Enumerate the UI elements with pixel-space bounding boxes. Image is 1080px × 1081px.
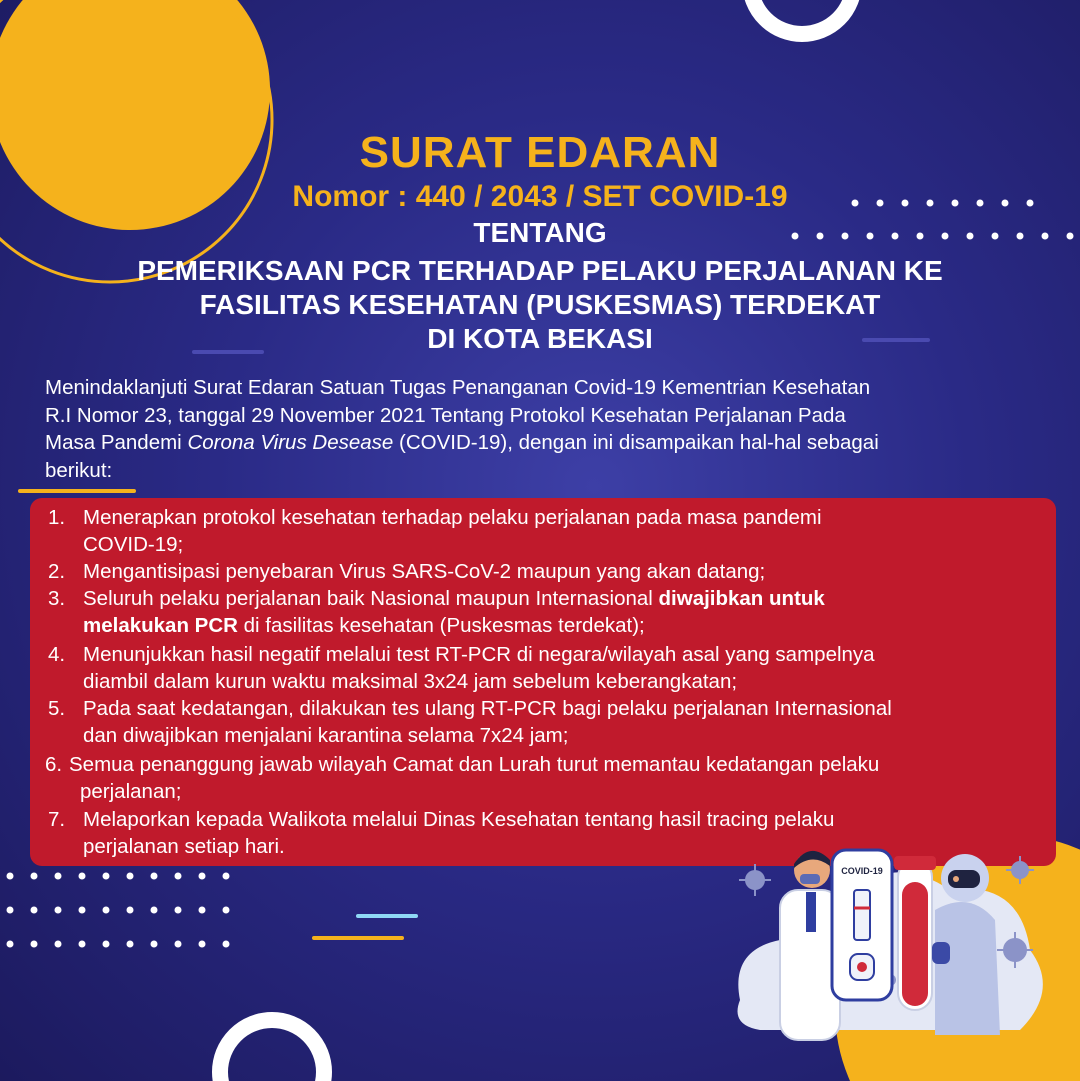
item-line: Menunjukkan hasil negatif melalui test RT-PCR di negara/wilayah asal yang sampelnya xyxy=(83,643,875,666)
item-line: diambil dalam kurun waktu maksimal 3x24 jam sebelum keberangkatan; xyxy=(83,670,738,693)
item-number: 3. xyxy=(48,587,66,610)
dot xyxy=(127,941,134,948)
item-number: 7. xyxy=(48,808,66,831)
item-number: 1. xyxy=(48,506,66,529)
item-text xyxy=(83,504,1063,558)
test-tube xyxy=(894,856,936,1010)
dot xyxy=(175,873,182,880)
dot xyxy=(103,873,110,880)
tentang-heading: TENTANG xyxy=(473,217,607,248)
subject-line: FASILITAS KESEHATAN (PUSKESMAS) TERDEKAT xyxy=(199,289,881,320)
item-line: COVID-19; xyxy=(83,533,184,556)
dot xyxy=(79,941,86,948)
dot xyxy=(79,907,86,914)
intro-line xyxy=(45,429,1035,457)
dot xyxy=(7,873,14,880)
item-bold-text: diwajibkan untuk xyxy=(658,587,825,610)
document-number: Nomor : 440 / 2043 / SET COVID-19 xyxy=(292,180,788,213)
item-number: 5. xyxy=(48,697,66,720)
dash-decoration xyxy=(356,914,418,918)
dot-grid-decoration-left xyxy=(7,873,230,948)
dot xyxy=(127,873,134,880)
dot xyxy=(103,907,110,914)
item-text xyxy=(69,751,1069,778)
dot xyxy=(151,941,158,948)
subject-line: DI KOTA BEKASI xyxy=(427,323,653,354)
hazmat-worker-figure xyxy=(932,854,1000,1035)
item-text-part: Seluruh pelaku perjalanan baik Nasional maupun Internasional xyxy=(83,587,659,610)
intro-line: Menindaklanjuti Surat Edaran Satuan Tugas Penanganan Covid-19 Kementrian Kesehatan xyxy=(45,376,871,399)
dot xyxy=(31,941,38,948)
item-number: 4. xyxy=(48,643,66,666)
dot xyxy=(199,907,206,914)
subject-heading xyxy=(0,254,1080,356)
intro-paragraph xyxy=(45,374,1035,484)
dot xyxy=(175,941,182,948)
dot xyxy=(223,907,230,914)
page-title: SURAT EDARAN xyxy=(359,128,721,177)
dot xyxy=(151,907,158,914)
dot xyxy=(199,941,206,948)
intro-line: berikut: xyxy=(45,458,113,482)
dot xyxy=(199,873,206,880)
dot xyxy=(7,907,14,914)
dash-decoration xyxy=(312,936,404,940)
test-kit-label: COVID-19 xyxy=(841,866,883,876)
white-ring-decoration xyxy=(750,0,854,34)
dot xyxy=(55,873,62,880)
item-text xyxy=(83,558,1063,585)
dot xyxy=(223,941,230,948)
intro-italic-text: Corona Virus Desease xyxy=(187,431,394,454)
dot xyxy=(31,907,38,914)
white-ring-decoration-bottom xyxy=(220,1020,324,1081)
underline-accent xyxy=(18,489,136,493)
item-line xyxy=(83,585,1063,612)
item-line: Melaporkan kepada Walikota melalui Dinas Kesehatan tentang hasil tracing pelaku xyxy=(83,808,835,831)
subject-line: PEMERIKSAAN PCR TERHADAP PELAKU PERJALANAN KE xyxy=(137,255,943,286)
dot xyxy=(7,941,14,948)
dot xyxy=(31,873,38,880)
intro-line: R.I Nomor 23, tanggal 29 November 2021 Tentang Protokol Kesehatan Perjalanan Pada xyxy=(45,403,846,427)
item-text-part: di fasilitas kesehatan (Puskesmas terdekat); xyxy=(237,614,645,637)
dot xyxy=(79,873,86,880)
dot xyxy=(175,907,182,914)
pcr-test-illustration xyxy=(720,830,1060,1070)
item-line xyxy=(83,612,1063,639)
item-line: Semua penanggung jawab wilayah Camat dan Lurah turut memantau kedatangan pelaku xyxy=(69,753,880,776)
dot xyxy=(223,873,230,880)
item-text xyxy=(83,695,1063,749)
item-number: 6. xyxy=(45,753,63,776)
item-number: 2. xyxy=(48,560,66,583)
item-line: perjalanan setiap hari. xyxy=(83,835,285,858)
item-line: dan diwajibkan menjalani karantina selama 7x24 jam; xyxy=(83,724,569,747)
intro-text: Masa Pandemi xyxy=(45,431,188,454)
dot xyxy=(55,907,62,914)
item-line: Pada saat kedatangan, dilakukan tes ulang RT-PCR bagi pelaku perjalanan Internasional xyxy=(83,697,892,720)
item-line: Mengantisipasi penyebaran Virus SARS-CoV-2 maupun yang akan datang; xyxy=(83,560,766,583)
item-line: Menerapkan protokol kesehatan terhadap pelaku perjalanan pada masa pandemi xyxy=(83,506,822,529)
dot xyxy=(151,873,158,880)
item-text xyxy=(83,585,1063,639)
test-kit xyxy=(832,850,892,1000)
dot xyxy=(55,941,62,948)
dot xyxy=(127,907,134,914)
dot xyxy=(103,941,110,948)
item-text xyxy=(83,641,1063,695)
item-bold-text: melakukan PCR xyxy=(83,614,238,637)
item-line: perjalanan; xyxy=(80,780,182,803)
intro-text: (COVID-19), dengan ini disampaikan hal-hal sebagai xyxy=(393,431,879,454)
